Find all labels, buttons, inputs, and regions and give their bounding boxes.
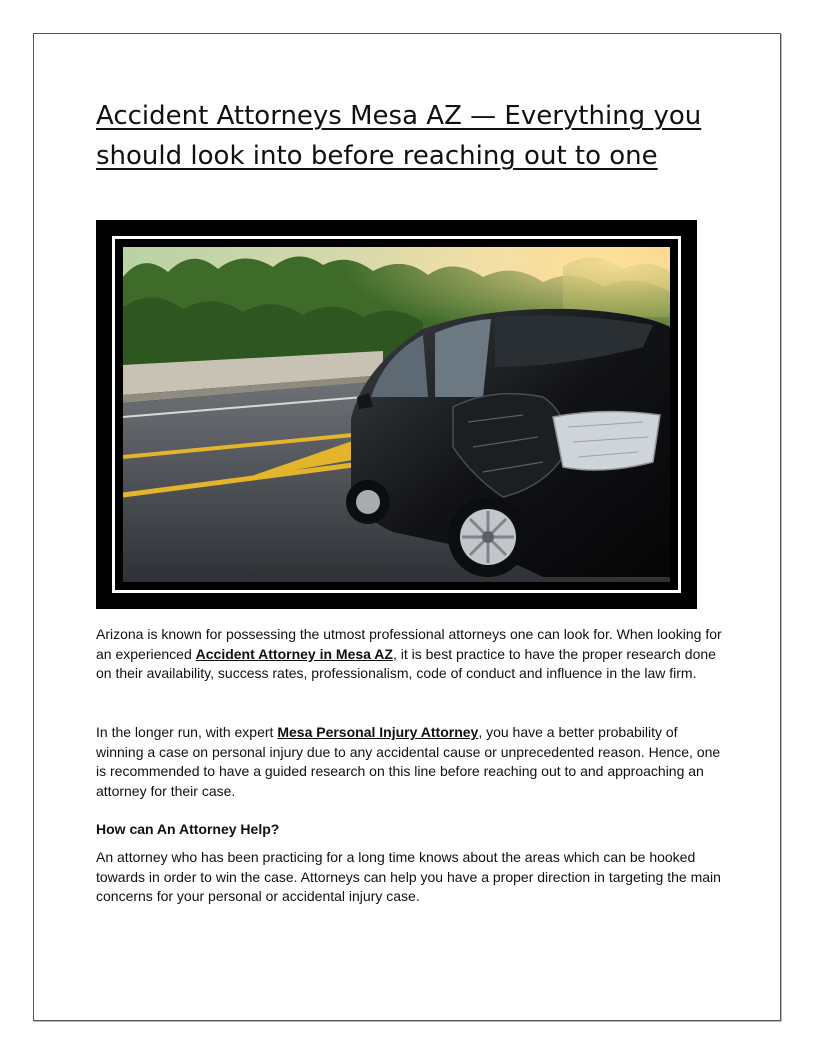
second-text-end: , you have a better probability of winning a case on personal injury due to any accidental cause or unprecedented reason. Hence, one is recommended to have a guided research on this line before reaching out to and approaching an attorney for their case.	[96, 724, 721, 799]
intro-paragraph	[96, 625, 728, 684]
personal-injury-attorney-link[interactable]: Mesa Personal Injury Attorney	[277, 724, 479, 740]
damaged-car-illustration	[123, 247, 670, 582]
page-title	[96, 96, 736, 176]
second-paragraph	[96, 723, 728, 801]
attorney-help-paragraph: An attorney who has been practicing for a long time knows about the areas which can be hooked towards in order to win the case. Attorneys can help you have a proper direction in targeting the main concerns for your personal or accidental injury case.	[96, 849, 721, 905]
intro-text-start: Arizona is known for possessing the utmost professional attorneys one can look for. When looking for an experienced	[96, 626, 722, 662]
featured-image	[123, 247, 670, 582]
car-window-rear	[435, 319, 491, 397]
wheel-hub	[482, 531, 494, 543]
second-text-start: In the longer run, with expert	[96, 724, 278, 740]
section-heading: How can An Attorney Help?	[96, 821, 280, 837]
intro-text-end: , it is best practice to have the proper research done on their availability, success rates, professionalism, code of conduct and influence in the law firm.	[96, 645, 716, 682]
broken-tail-light	[553, 411, 660, 470]
featured-image-frame	[96, 220, 697, 609]
front-rim	[356, 490, 380, 514]
accident-attorney-link[interactable]: Accident Attorney in Mesa AZ	[195, 645, 393, 662]
page-title-text: Accident Attorneys Mesa AZ — Everything you should look into before reaching out to one	[96, 101, 702, 171]
